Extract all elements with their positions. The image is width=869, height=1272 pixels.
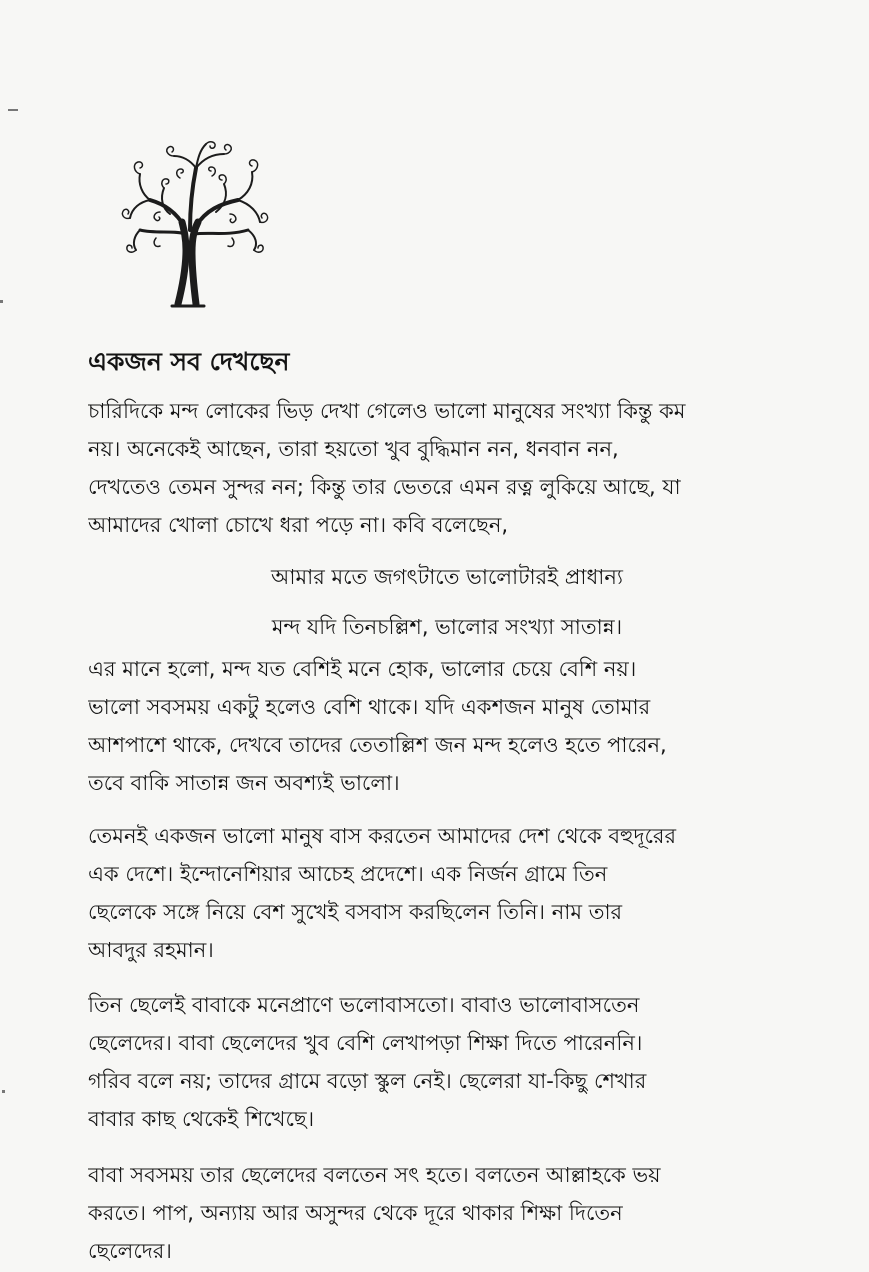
text-line: আমাদের খোলা চোখে ধরা পড়ে না। কবি বলেছেন, — [88, 513, 509, 537]
text-line: তিন ছেলেই বাবাকে মনেপ্রাণে ভলোবাসতো। বাবাও ভালোবাসতেন — [88, 993, 640, 1017]
scan-mark — [8, 109, 18, 111]
text-line: চারিদিকে মন্দ লোকের ভিড় দেখা গেলেও ভালো মানুষের সংখ্যা কিন্তু কম — [88, 399, 686, 423]
text-line: করতে। পাপ, অন্যায় আর অসুন্দর থেকে দূরে থাকার শিক্ষা দিতেন — [88, 1201, 623, 1225]
text-line: এক দেশে। ইন্দোনেশিয়ার আচেহ প্রদেশে। এক নির্জন গ্রামে তিন — [88, 862, 608, 886]
text-line: বাবা সবসময় তার ছেলেদের বলতেন সৎ হতে। বলতেন আল্লাহকে ভয় — [88, 1163, 661, 1187]
text-line: এর মানে হলো, মন্দ যত বেশিই মনে হোক, ভালোর চেয়ে বেশি নয়। — [88, 657, 637, 681]
text-line: আবদুর রহমান। — [88, 938, 214, 962]
text-line: ছেলেদের। — [88, 1239, 172, 1263]
poem-line: মন্দ যদি তিনচল্লিশ, ভালোর সংখ্যা সাতান্ন। — [271, 615, 623, 639]
paragraph — [88, 817, 806, 969]
text-line: বাবার কাছ থেকেই শিখেছে। — [88, 1107, 315, 1131]
text-line: ছেলেদের। বাবা ছেলেদের খুব বেশি লেখাপড়া শিক্ষা দিতে পারেননি। — [88, 1031, 643, 1055]
paragraph — [88, 650, 806, 802]
paragraph — [88, 986, 806, 1138]
paragraph — [88, 1156, 806, 1270]
poem-quote — [88, 552, 806, 652]
text-line: আশপাশে থাকে, দেখবে তাদের তেতাল্লিশ জন মন্দ হলেও হতে পারেন, — [88, 733, 667, 757]
scan-mark — [0, 300, 3, 303]
text-line: তবে বাকি সাতান্ন জন অবশ্যই ভালো। — [88, 771, 400, 795]
chapter-heading: একজন সব দেখছেন — [88, 347, 290, 376]
tree-illustration — [120, 138, 270, 308]
text-line: ভালো সবসময় একটু হলেও বেশি থাকে। যদি একশজন মানুষ তোমার — [88, 695, 651, 719]
text-line: দেখতেও তেমন সুন্দর নন; কিন্তু তার ভেতরে এমন রত্ন লুকিয়ে আছে, যা — [88, 475, 681, 499]
paragraph — [88, 392, 806, 544]
text-line: গরিব বলে নয়; তাদের গ্রামে বড়ো স্কুল নেই। ছেলেরা যা-কিছু শেখার — [88, 1069, 647, 1093]
text-line: তেমনই একজন ভালো মানুষ বাস করতেন আমাদের দেশ থেকে বহুদূরের — [88, 824, 677, 848]
text-line: নয়। অনেকেই আছেন, তারা হয়তো খুব বুদ্ধিমান নন, ধনবান নন, — [88, 437, 619, 461]
poem-line: আমার মতে জগৎটাতে ভালোটারই প্রাধান্য — [270, 565, 624, 589]
text-line: ছেলেকে সঙ্গে নিয়ে বেশ সুখেই বসবাস করছিলেন তিনি। নাম তার — [88, 900, 623, 924]
scan-mark — [2, 1090, 5, 1093]
